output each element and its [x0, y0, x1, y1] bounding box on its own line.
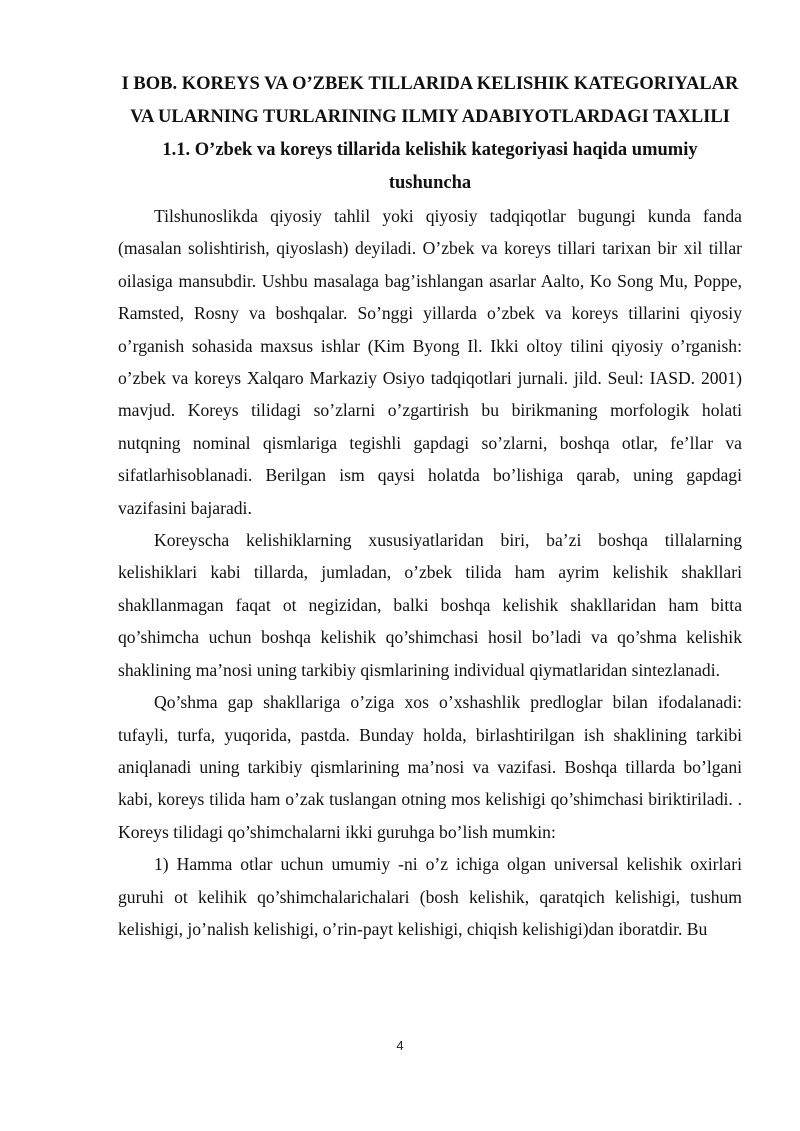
- page-number: 4: [396, 1038, 404, 1053]
- paragraph-2: Koreyscha kelishiklarning xususiyatlaridan biri, ba’zi boshqa tillalarning kelishiklari kabi tillarda, jumladan, o’zbek tilida ham ayrim kelishik shakllari shakllanmagan faqat ot negizidan, balki boshqa kelishik shakllaridan ham bitta qo’shimcha uchun boshqa kelishik qo’shimchasi hosil bo’ladi va qo’shma kelishik shaklining ma’nosi uning tarkibiy qismlarining individual qiymatlaridan sintezlanadi.: [118, 530, 742, 680]
- paragraph-4: 1) Hamma otlar uchun umumiy -ni o’z ichiga olgan universal kelishik oxirlari guruhi ot kelihik qo’shimchalarichalari (bosh kelishik, qaratqich kelishigi, tushum kelishigi, jo’nalish kelishigi, o’rin-payt kelishigi, chiqish kelishigi)dan iboratdir. Bu: [118, 854, 742, 939]
- paragraph-1: Tilshunoslikda qiyosiy tahlil yoki qiyosiy tadqiqotlar bugungi kunda fanda (masalan solishtirish, qiyoslash) deyiladi. O’zbek va koreys tillari tarixan bir xil tillar oilasiga mansubdir. Ushbu masalaga bag’ishlangan asarlar Aalto, Ko Song Mu, Poppe, Ramsted, Rosny va boshqalar. So’nggi yillarda o’zbek va koreys tillarini qiyosiy o’rganish sohasida maxsus ishlar (Kim Byong Il. Ikki oltoy tilini qiyosiy o’rganish: o’zbek va koreys Xalqaro Markaziy Osiyo tadqiqotlari jurnali. jild. Seul: IASD. 2001) mavjud. Koreys tilidagi so’zlarni o’zgartirish bu birikmaning morfologik holati nutqning nominal qismlariga tegishli gapdagi so’zlarni, boshqa otlar, fe’llar va sifatlarhisoblanadi. Berilgan ism qaysi holatda bo’lishiga qarab, uning gapdagi vazifasini bajaradi.: [118, 206, 742, 518]
- chapter-title: I BOB. KOREYS VA O’ZBEK TILLARIDA KELISHIK KATEGORIYALAR VA ULARNING TURLARINING ILMIY ADABIYOTLARDAGI TAXLILI: [121, 74, 739, 127]
- document-page: [118, 68, 742, 945]
- paragraph-3: Qo’shma gap shakllariga o’ziga xos o’xshashlik predloglar bilan ifodalanadi: tufayli, turfa, yuqorida, pastda. Bunday holda, birlashtirilgan ish shaklining tarkibi aniqlanadi uning tarkibiy qismlarining ma’nosi va vazifasi. Boshqa tillarda bo’lgani kabi, koreys tilida ham o’zak tuslangan otning mos kelishigi qo’shimchasi biriktiriladi. . Koreys tilidagi qo’shimchalarni ikki guruhga bo’lish mumkin:: [118, 692, 742, 842]
- section-title: 1.1. O’zbek va koreys tillarida kelishik kategoriyasi haqida umumiy tushuncha: [162, 140, 698, 193]
